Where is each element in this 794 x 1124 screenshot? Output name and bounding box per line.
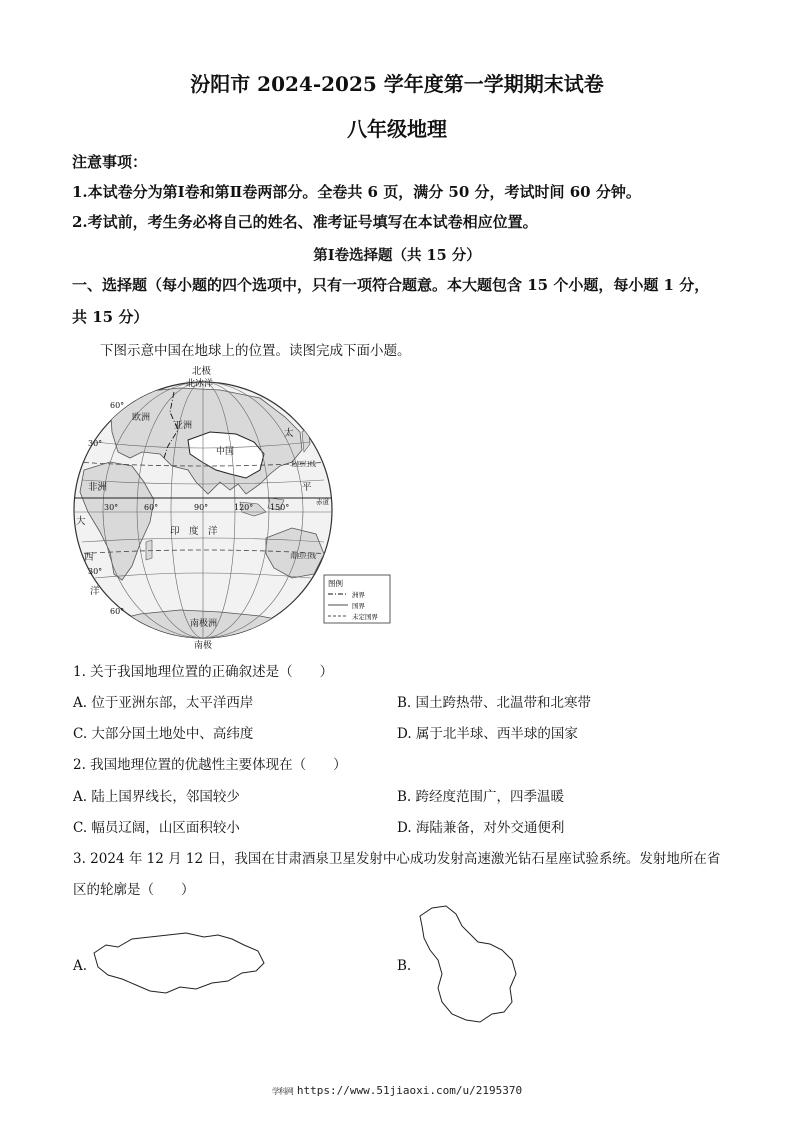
question-2-option-d[interactable]: D. 海陆兼备，对外交通便利: [397, 820, 565, 836]
label-lon-150: 150°: [270, 503, 290, 512]
label-asia: 亚洲: [174, 421, 193, 431]
notes-item-1: 1.本试卷分为第Ⅰ卷和第Ⅱ卷两部分。全卷共 6 页，满分 50 分，考试时间 60 分钟。: [72, 183, 641, 201]
question-2-option-b[interactable]: B. 跨经度范围广，四季温暖: [397, 789, 565, 805]
province-outline-a-icon: [88, 925, 268, 1000]
label-pacific-ping: 平: [302, 482, 312, 493]
question-1-option-d[interactable]: D. 属于北半球、西半球的国家: [397, 726, 578, 742]
label-tropic-cancer: 北回归线: [290, 460, 316, 468]
label-africa: 非洲: [88, 482, 108, 493]
legend-title: 图例: [328, 579, 343, 588]
label-lat-60s: 60°: [110, 607, 125, 616]
label-pacific-tai: 太: [284, 428, 294, 439]
province-outline-b-icon: [412, 902, 522, 1027]
question-1-option-c[interactable]: C. 大部分国土地处中、高纬度: [73, 726, 254, 742]
notes-item-2: 2.考试前，考生务必将自己的姓名、准考证号填写在本试卷相应位置。: [72, 213, 538, 231]
question-1-stem: 1. 关于我国地理位置的正确叙述是（ ）: [73, 664, 334, 680]
globe-map-svg: [70, 362, 410, 652]
figure-intro: 下图示意中国在地球上的位置。读图完成下面小题。: [100, 343, 411, 359]
legend-country: 国界: [352, 602, 365, 610]
label-lat-30n: 30°: [88, 439, 103, 448]
map-legend: [324, 575, 390, 623]
legend-undetermined: 未定国界: [352, 613, 378, 621]
part-instructions-line2: 共 15 分）: [72, 308, 149, 326]
question-1-option-a[interactable]: A. 位于亚洲东部，太平洋西岸: [73, 695, 254, 711]
question-2-option-c[interactable]: C. 幅员辽阔，山区面积较小: [73, 820, 240, 836]
question-2-stem: 2. 我国地理位置的优越性主要体现在（ ）: [73, 757, 347, 773]
watermark-logo-icon: 学科网: [271, 1087, 293, 1096]
label-lon-90: 90°: [194, 503, 209, 512]
notes-heading: 注意事项：: [72, 153, 148, 171]
question-1-option-b[interactable]: B. 国土跨热带、北温带和北寒带: [397, 695, 592, 711]
label-tropic-capricorn: 南回归线: [290, 552, 316, 560]
label-atlantic-da: 大: [76, 516, 86, 527]
part-instructions-line1: 一、选择题（每小题的四个选项中，只有一项符合题意。本大题包含 15 个小题，每小题 1 分，: [72, 276, 710, 294]
question-3-outline-a[interactable]: [88, 925, 268, 1000]
page-footer: [0, 1084, 794, 1097]
globe-map-figure: [70, 362, 410, 652]
label-atlantic-yang: 洋: [90, 586, 100, 597]
question-3-stem-line1: 3. 2024 年 12 月 12 日，我国在甘肃酒泉卫星发射中心成功发射高速激光钻石星座试验系统。发射地所在省: [73, 851, 721, 867]
label-equator: 赤道: [316, 498, 329, 506]
legend-continent: 洲界: [352, 591, 365, 599]
label-antarctica: 南极洲: [190, 619, 218, 629]
label-lon-120: 120°: [234, 503, 254, 512]
exam-subtitle: 八年级地理: [347, 117, 447, 141]
label-lat-60n: 60°: [110, 401, 125, 410]
label-lat-30s: 30°: [88, 567, 103, 576]
label-europe: 欧洲: [132, 413, 151, 423]
exam-title: 汾阳市 2024-2025 学年度第一学期期末试卷: [190, 72, 604, 96]
label-china: 中国: [216, 447, 235, 457]
label-lon-30: 30°: [104, 503, 119, 512]
label-north-pole: 北极: [192, 366, 212, 377]
section-title: 第Ⅰ卷选择题（共 15 分）: [313, 247, 481, 264]
question-3-option-b[interactable]: B.: [397, 958, 412, 974]
question-2-option-a[interactable]: A. 陆上国界线长，邻国较少: [73, 789, 240, 805]
label-atlantic-xi: 西: [84, 552, 94, 563]
question-3-stem-line2: 区的轮廓是（ ）: [73, 882, 195, 898]
label-arctic-ocean: 北冰洋: [186, 379, 214, 389]
label-south-pole: 南极: [194, 641, 213, 651]
label-lon-60: 60°: [144, 503, 159, 512]
label-indian-ocean: 印 度 洋: [170, 526, 218, 537]
footer-url[interactable]: https://www.51jiaoxi.com/u/2195370: [296, 1084, 523, 1097]
question-3-option-a[interactable]: A.: [73, 958, 88, 974]
question-3-outline-b[interactable]: [412, 902, 522, 1027]
